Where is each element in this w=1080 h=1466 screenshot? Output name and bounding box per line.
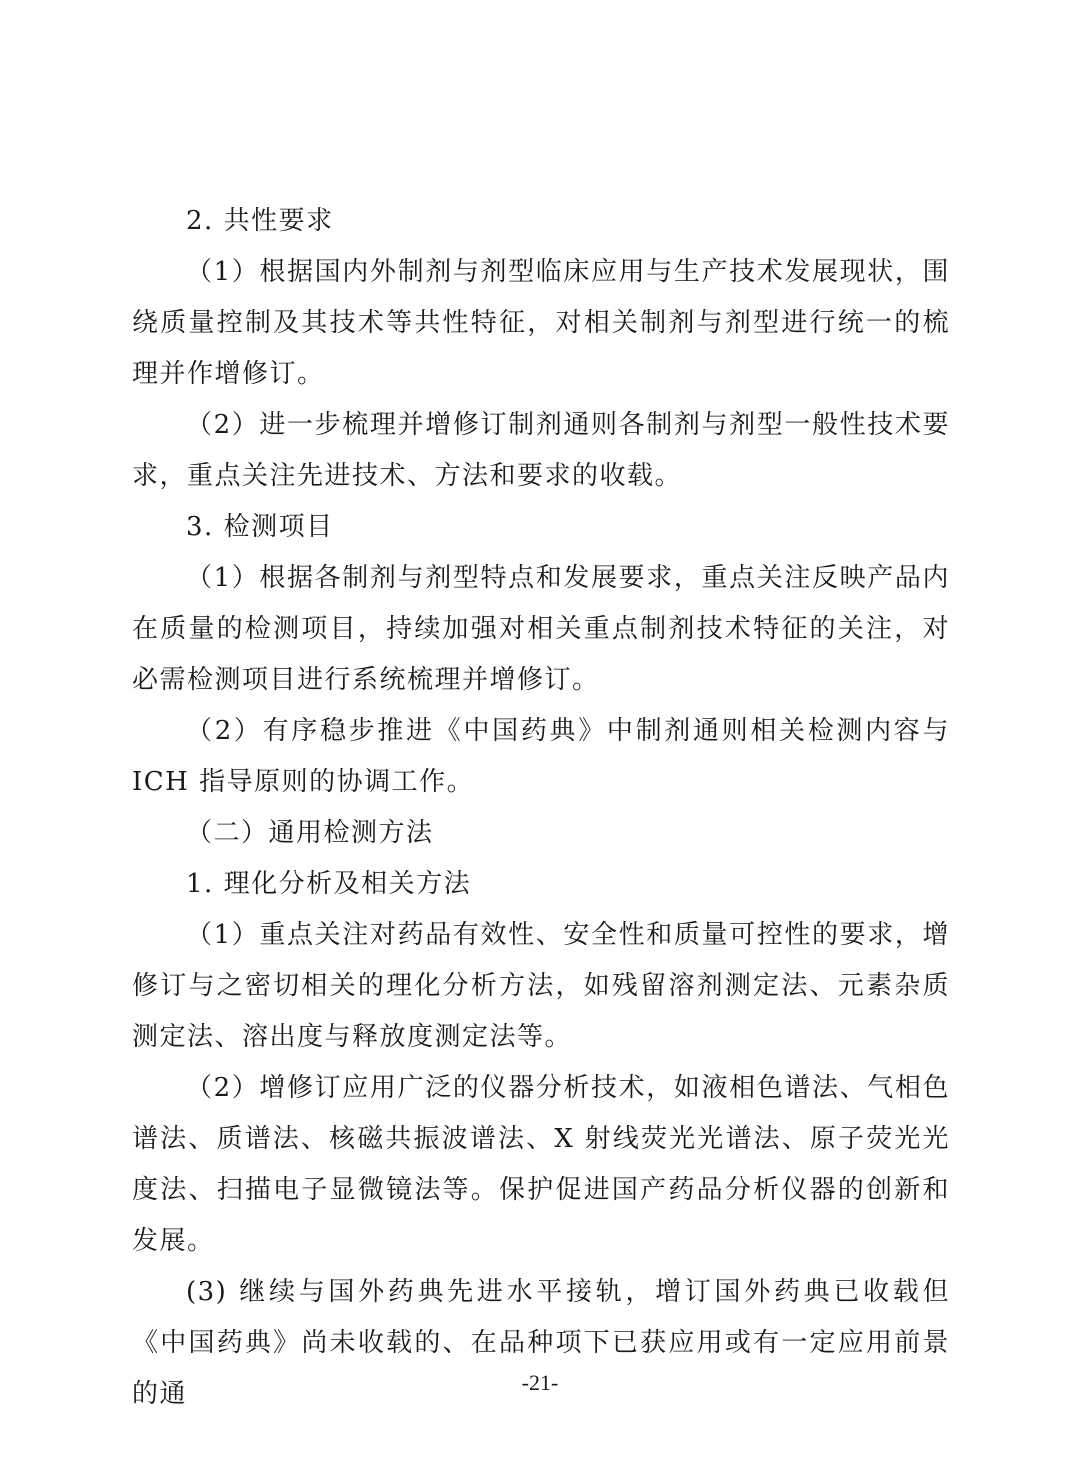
paragraph: （2）增修订应用广泛的仪器分析技术，如液相色谱法、气相色谱法、质谱法、核磁共振波谱法、X 射线荧光光谱法、原子荧光光度法、扫描电子显微镜法等。保护促进国产药品分析仪器的创新和发展。 (132, 1073, 950, 1256)
heading-physicochemical-analysis: 1. 理化分析及相关方法 (186, 869, 472, 899)
heading-test-items: 3. 检测项目 (186, 512, 334, 542)
paragraph: （1）重点关注对药品有效性、安全性和质量可控性的要求，增修订与之密切相关的理化分析方法，如残留溶剂测定法、元素杂质测定法、溶出度与释放度测定法等。 (132, 920, 950, 1052)
paragraph: (3) 继续与国外药典先进水平接轨，增订国外药典已收载但《中国药典》尚未收载的、在品种项下已获应用或有一定应用前景的通 (132, 1277, 950, 1409)
paragraph: （1）根据国内外制剂与剂型临床应用与生产技术发展现状，围绕质量控制及其技术等共性特征，对相关制剂与剂型进行统一的梳理并作增修订。 (132, 257, 950, 389)
body-text (132, 196, 950, 1420)
paragraph: （1）根据各制剂与剂型特点和发展要求，重点关注反映产品内在质量的检测项目，持续加强对相关重点制剂技术特征的关注，对必需检测项目进行系统梳理并增修订。 (132, 563, 950, 695)
page-number: -21- (521, 1370, 559, 1395)
heading-common-requirements: 2. 共性要求 (186, 206, 334, 236)
paragraph: （2）进一步梳理并增修订制剂通则各制剂与剂型一般性技术要求，重点关注先进技术、方法和要求的收载。 (132, 410, 950, 491)
paragraph: （2）有序稳步推进《中国药典》中制剂通则相关检测内容与 ICH 指导原则的协调工作。 (132, 716, 950, 797)
heading-general-test-methods: （二）通用检测方法 (186, 818, 434, 848)
